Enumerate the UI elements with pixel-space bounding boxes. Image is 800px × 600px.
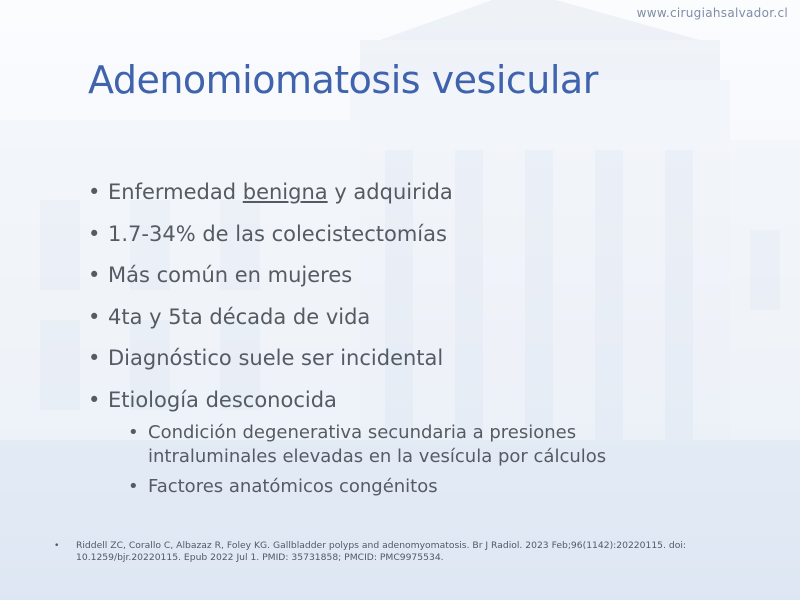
sub-bullet-degenerative: • Condición degenerativa secundaria a presiones intraluminales elevadas en la vesícula por cálculos <box>126 421 708 469</box>
bullet-list <box>86 172 708 505</box>
sub-bullet-list <box>126 421 708 499</box>
bullet-age-decade: • 4ta y 5ta década de vida <box>86 297 708 339</box>
bullet-women: • Más común en mujeres <box>86 255 708 297</box>
slide-title: Adenomiomatosis vesicular <box>88 58 598 102</box>
bullet-text-prefix: Enfermedad <box>108 180 243 204</box>
sub-bullet-congenital: • Factores anatómicos congénitos <box>126 475 708 499</box>
reference-bullet: • <box>54 540 60 551</box>
reference-citation <box>54 540 754 564</box>
bullet-benign-acquired <box>86 172 708 214</box>
reference-text: Riddell ZC, Corallo C, Albazaz R, Foley KG. Gallbladder polyps and adenomyomatosis. Br J Radiol. 2023 Feb;96(1142):20220115. doi: 10.1259/bjr.20220115. Epub 2022 Jul 1. PMID: 35731858; PMCID: PMC9975534. <box>76 540 686 563</box>
bullet-text-suffix: y adquirida <box>327 180 453 204</box>
bullet-cholecystectomy-rate: • 1.7-34% de las colecistectomías <box>86 214 708 256</box>
website-url: www.cirugiahsalvador.cl <box>636 6 788 20</box>
bullet-incidental-diagnosis: • Diagnóstico suele ser incidental <box>86 338 708 380</box>
bullet-etiology-text: Etiología desconocida <box>108 387 337 412</box>
bullet-etiology <box>86 380 708 500</box>
underlined-word: benigna <box>242 180 328 204</box>
